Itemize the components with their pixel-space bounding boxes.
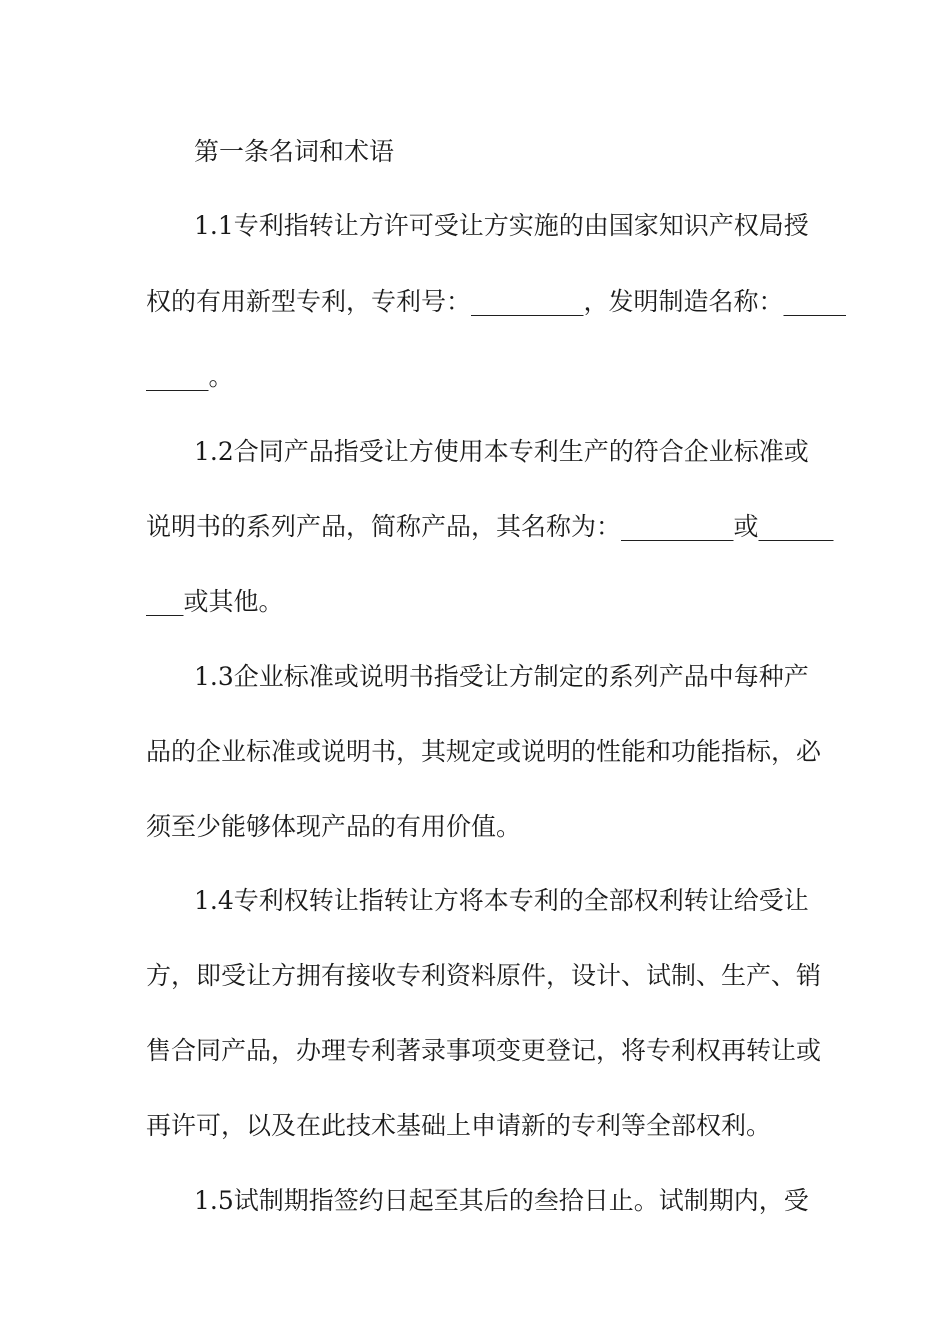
paragraph-1-2-line-1: 1.2合同产品指受让方使用本专利生产的符合企业标准或 [194,437,809,466]
paragraph-1-3-line-3: 须至少能够体现产品的有用价值。 [146,812,522,841]
paragraph-1-1-line-2: 权的有用新型专利，专利号：_________，发明制造名称：_____ [146,287,847,316]
paragraph-1-3-line-1: 1.3企业标准或说明书指受让方制定的系列产品中每种产 [194,662,809,691]
paragraph-1-3-line-2: 品的企业标准或说明书，其规定或说明的性能和功能指标，必 [146,737,822,766]
paragraph-1-4-line-1: 1.4专利权转让指转让方将本专利的全部权利转让给受让 [194,886,809,915]
paragraph-1-2-line-3: ___或其他。 [146,587,284,616]
paragraph-1-2-line-2: 说明书的系列产品，简称产品，其名称为：_________或______ [146,512,834,541]
paragraph-1-1-line-3: _____。 [146,362,234,391]
article-heading: 第一条名词和术语 [194,137,395,166]
paragraph-1-5-line-1: 1.5试制期指签约日起至其后的叁拾日止。试制期内，受 [194,1186,809,1215]
paragraph-1-4-line-3: 售合同产品，办理专利著录事项变更登记，将专利权再转让或 [146,1036,822,1065]
paragraph-1-4-line-2: 方，即受让方拥有接收专利资料原件，设计、试制、生产、销 [146,961,822,990]
paragraph-1-4-line-4: 再许可，以及在此技术基础上申请新的专利等全部权利。 [146,1111,772,1140]
paragraph-1-1-line-1: 1.1专利指转让方许可受让方实施的由国家知识产权局授 [194,211,809,240]
